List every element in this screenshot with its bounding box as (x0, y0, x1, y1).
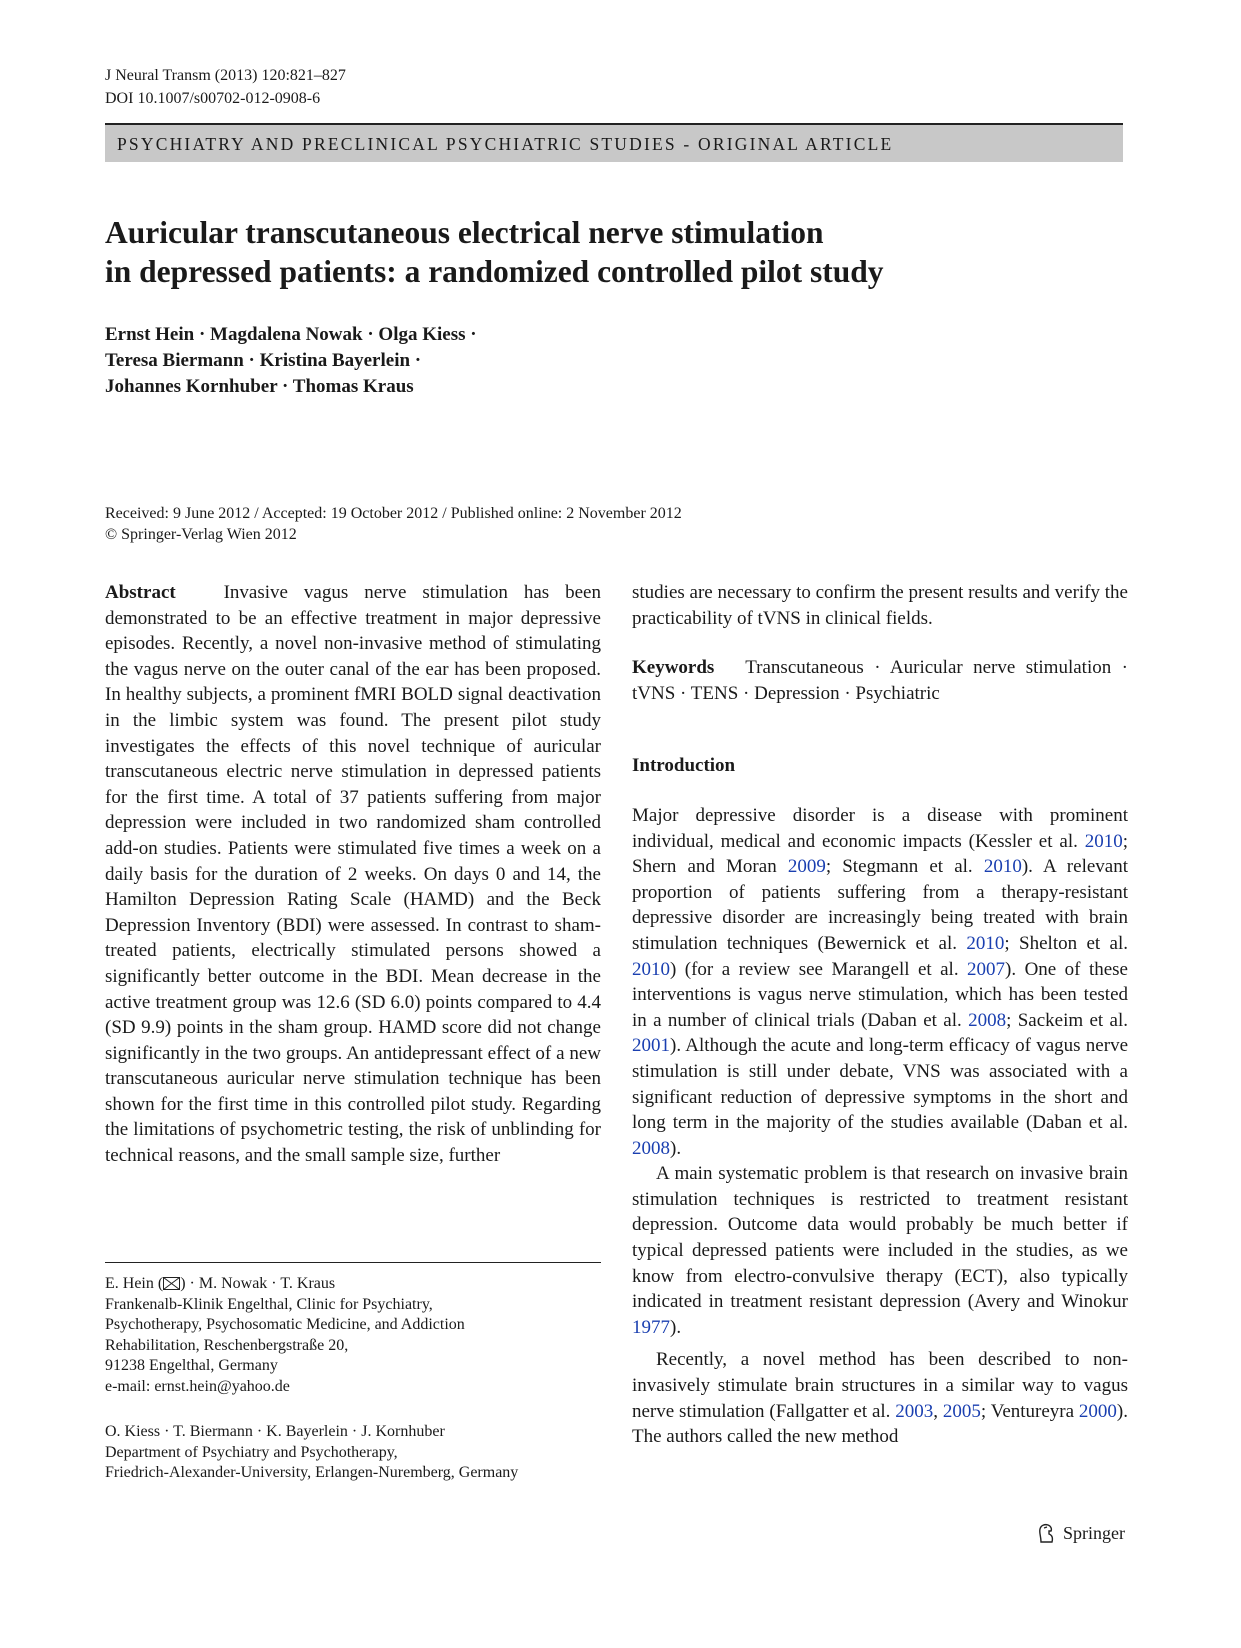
introduction-heading: Introduction (632, 755, 736, 777)
affiliation-line: Friedrich-Alexander-University, Erlangen-Nuremberg, Germany (105, 1464, 519, 1481)
introduction-paragraph-2 (632, 1161, 1128, 1340)
journal-header (105, 64, 346, 110)
publisher-logo (1035, 1522, 1125, 1544)
author-line: Ernst Hein · Magdalena Nowak · Olga Kiess · (105, 324, 477, 345)
title-line: in depressed patients: a randomized controlled pilot study (105, 254, 884, 289)
right-column (632, 580, 1128, 1450)
citation-link[interactable]: 2005 (942, 1400, 981, 1422)
affiliation-line: 91238 Engelthal, Germany (105, 1357, 278, 1374)
text-run: ). Although the acute and long-term efficacy of vagus nerve stimulation is still under debate, VNS was associated with a significant reduction of depressive symptoms in the short and long term in the majority of the studies available (Daban et al. (632, 1035, 1128, 1134)
citation-link[interactable]: 2010 (983, 856, 1022, 878)
author-line: Teresa Biermann · Kristina Bayerlein · (105, 350, 422, 371)
text-run: ). The authors called the new method (632, 1400, 1128, 1448)
affiliation-line: Frankenalb-Klinik Engelthal, Clinic for Psychiatry, (105, 1295, 433, 1313)
citation-link[interactable]: 2003 (895, 1400, 934, 1422)
affiliation-2 (105, 1422, 601, 1484)
affiliation-names-part: E. Hein ( (105, 1275, 164, 1292)
article-title (105, 213, 1123, 291)
citation-link[interactable]: 2000 (1078, 1400, 1117, 1422)
affiliation-line: Rehabilitation, Reschenbergstraße 20, (105, 1336, 349, 1354)
author-line: Johannes Kornhuber · Thomas Kraus (105, 376, 414, 397)
introduction-paragraph-3 (632, 1347, 1128, 1449)
citation-link[interactable]: 2008 (968, 1009, 1007, 1031)
citation-link[interactable]: 2007 (967, 958, 1006, 980)
envelope-icon (163, 1277, 180, 1290)
text-run: Recently, a novel method has been described to non-invasively stimulate brain structures in a similar way to vagus nerve stimulation (Fallgatter et al. (632, 1349, 1128, 1422)
introduction-paragraph-1 (632, 803, 1128, 1161)
text-run: ). (670, 1316, 682, 1338)
journal-doi: DOI 10.1007/s00702-012-0908-6 (105, 90, 321, 107)
text-run: ). (670, 1137, 682, 1159)
copyright: © Springer-Verlag Wien 2012 (105, 526, 297, 543)
citation-link[interactable]: 2001 (632, 1035, 670, 1057)
text-run: ; Shern and Moran (632, 830, 1128, 878)
citation-link[interactable]: 2008 (632, 1137, 670, 1159)
publication-dates (105, 503, 682, 545)
citation-link[interactable]: 2009 (787, 856, 826, 878)
text-run: ) (for a review see Marangell et al. (670, 958, 968, 980)
affiliation-names: O. Kiess · T. Biermann · K. Bayerlein · J. Kornhuber (105, 1423, 445, 1440)
affiliation-names (105, 1274, 601, 1295)
affiliation-names-part: ) · M. Nowak · T. Kraus (180, 1275, 336, 1292)
keywords-label: Keywords (632, 657, 715, 679)
footnote-divider (105, 1262, 601, 1263)
citation-link[interactable]: 2010 (632, 958, 670, 980)
text-run: ; Sackeim et al. (1006, 1009, 1128, 1031)
abstract-continuation: studies are necessary to confirm the present results and verify the practicability of tVNS in clinical fields. (632, 582, 1128, 629)
title-line: Auricular transcutaneous electrical nerve stimulation (105, 215, 824, 250)
text-run: A main systematic problem is that research on invasive brain stimulation techniques is restricted to treatment resistant depression. Outcome data would probably be much better if typical depressed patients were included in the studies, as we know from electro-convulsive therapy (ECT), also typically indicated in treatment resistant depression (Avery and Winokur (632, 1163, 1128, 1313)
affiliation-line: Department of Psychiatry and Psychotherapy, (105, 1443, 398, 1461)
abstract (105, 580, 601, 1169)
affiliation-email[interactable]: e-mail: ernst.hein@yahoo.de (105, 1377, 290, 1395)
text-run: , (933, 1400, 943, 1422)
text-run: ). A relevant proportion of patients suffering from a therapy-resistant depressive disorder are increasingly being treated with brain stimulation techniques (Bewernick et al. (632, 856, 1128, 954)
springer-horse-icon (1035, 1522, 1057, 1544)
text-run: ). One of these interventions is vagus nerve stimulation, which has been tested in a number of clinical trials (Daban et al. (632, 958, 1128, 1031)
citation-link[interactable]: 2010 (1084, 830, 1123, 852)
text-run: ; Stegmann et al. (825, 856, 984, 878)
journal-citation: J Neural Transm (2013) 120:821–827 (105, 67, 346, 84)
keywords (632, 655, 1128, 706)
section-label: PSYCHIATRY AND PRECLINICAL PSYCHIATRIC STUDIES - ORIGINAL ARTICLE (105, 123, 1123, 162)
affiliation-1 (105, 1274, 601, 1397)
author-list (105, 322, 477, 400)
abstract-text: Invasive vagus nerve stimulation has been demonstrated to be an effective treatment in major depressive episodes. Recently, a novel non-invasive method of stimulating the vagus nerve on the outer canal of the ear has been proposed. In healthy subjects, a prominent fMRI BOLD signal deactivation in the limbic system was found. The present pilot study investigates the effects of this novel technique of auricular transcutaneous electric nerve stimulation in depressed patients for the first time. A total of 37 patients suffering from major depression were included in two randomized sham controlled add-on studies. Patients were stimulated five times a week on a daily basis for the duration of 2 weeks. On days 0 and 14, the Hamilton Depression Rating Scale (HAMD) and the Beck Depression Inventory (BDI) were assessed. In contrast to sham-treated patients, electrically stimulated persons showed a significantly better outcome in the BDI. Mean decrease in the active treatment group was 12.6 (SD 6.0) points compared to 4.4 (SD 9.9) points in the sham group. HAMD score did not change significantly in the two groups. An antidepressant effect of a new transcutaneous auricular nerve stimulation technique has been shown for the first time in this controlled pilot study. Regarding the limitations of psychometric testing, the risk of unblinding for technical reasons, and the small sample size, further (105, 582, 601, 1167)
received-dates: Received: 9 June 2012 / Accepted: 19 October 2012 / Published online: 2 November 2012 (105, 505, 682, 522)
keywords-text: Transcutaneous · Auricular nerve stimulation · tVNS · TENS · Depression · Psychiatric (632, 657, 1128, 704)
citation-link[interactable]: 2010 (966, 932, 1005, 954)
text-run: ; Shelton et al. (1004, 932, 1128, 954)
text-run: Major depressive disorder is a disease with prominent individual, medical and economic impacts (Kessler et al. (632, 804, 1128, 852)
text-run: ; Ventureyra (980, 1400, 1079, 1422)
publisher-name: Springer (1063, 1522, 1125, 1543)
affiliation-line: Psychotherapy, Psychosomatic Medicine, and Addiction (105, 1316, 465, 1333)
abstract-label: Abstract (105, 582, 176, 603)
left-column (105, 580, 601, 1169)
citation-link[interactable]: 1977 (632, 1316, 670, 1338)
